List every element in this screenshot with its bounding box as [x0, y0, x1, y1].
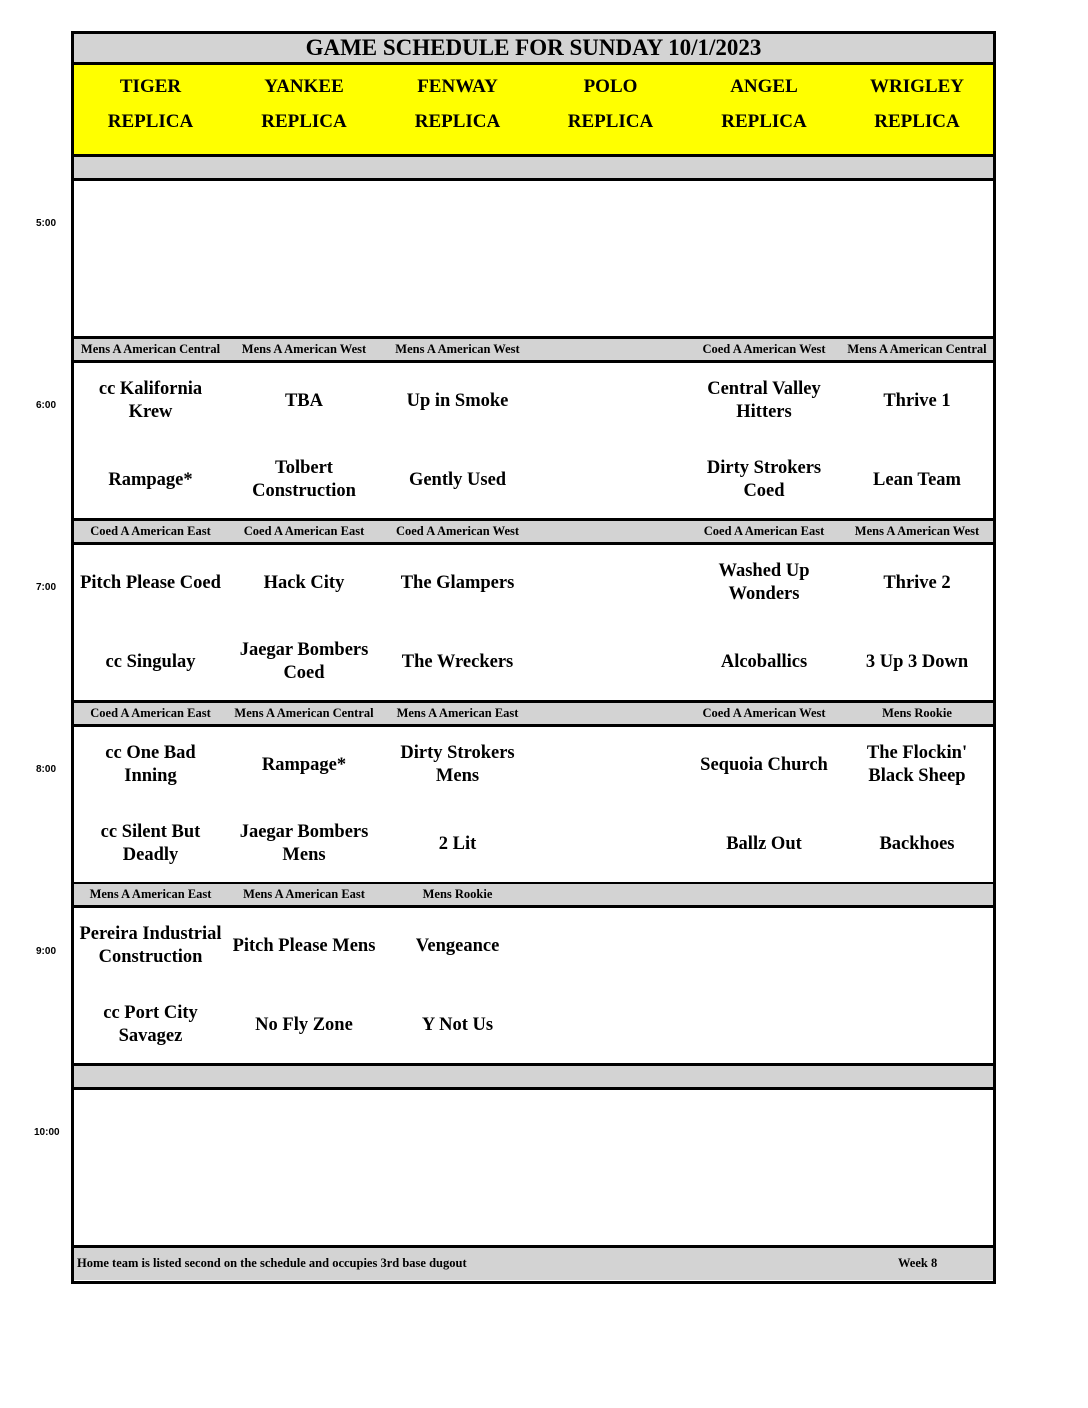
- division-label: Coed A American East: [227, 521, 384, 545]
- game-cell: [841, 545, 993, 703]
- game-cell: [534, 545, 690, 703]
- home-team: [534, 1181, 687, 1233]
- division-label: Coed A American East: [74, 521, 230, 545]
- division-label: [841, 1066, 993, 1090]
- away-team: Hack City: [263, 572, 345, 593]
- division-label: Coed A American East: [687, 521, 844, 545]
- time-label: 10:00: [34, 1127, 60, 1138]
- division-label: Mens A American East: [74, 884, 230, 908]
- division-label: Coed A American East: [74, 703, 230, 727]
- away-team: Rampage*: [261, 754, 347, 775]
- game-cell: [841, 727, 993, 885]
- division-label: [227, 157, 384, 181]
- away-team: TBA: [284, 390, 324, 411]
- away-team: Thrive 2: [883, 572, 951, 593]
- game-cell: [687, 908, 844, 1066]
- home-team: Jaegar Bombers Coed: [239, 640, 369, 683]
- away-team: Up in Smoke: [406, 390, 509, 411]
- field-header-0: [74, 65, 230, 157]
- away-team: [381, 193, 534, 245]
- away-team: [534, 375, 687, 427]
- home-team: [534, 454, 687, 506]
- game-cell: [534, 1090, 690, 1248]
- away-team: Pitch Please Mens: [232, 935, 376, 956]
- division-label: [687, 157, 844, 181]
- game-cell: [687, 1090, 844, 1248]
- home-team: [227, 1181, 381, 1233]
- time-label: 5:00: [36, 218, 57, 229]
- home-team: [534, 272, 687, 324]
- division-label: Mens Rookie: [841, 703, 993, 727]
- away-team: [534, 1102, 687, 1154]
- division-label: [74, 1066, 230, 1090]
- division-label: [381, 157, 537, 181]
- away-team: [534, 193, 687, 245]
- home-team: [687, 272, 841, 324]
- division-label: Coed A American West: [687, 339, 844, 363]
- game-cell: [841, 1090, 993, 1248]
- game-cell: [227, 1090, 384, 1248]
- time-label: 8:00: [36, 764, 57, 775]
- division-label: Coed A American West: [381, 521, 537, 545]
- game-cell: [687, 363, 844, 521]
- home-team: [687, 1181, 841, 1233]
- field-header-4: [687, 65, 844, 157]
- game-cell: [687, 727, 844, 885]
- away-team: The Glampers: [400, 572, 515, 593]
- game-cell: [687, 181, 844, 339]
- away-team: [534, 557, 687, 609]
- division-label: [841, 884, 993, 908]
- division-label: [687, 884, 844, 908]
- home-team: Alcoballics: [720, 651, 808, 672]
- footer-bar: [74, 1248, 993, 1280]
- home-team: Dirty Strokers Coed: [706, 458, 822, 501]
- away-team: [534, 739, 687, 791]
- away-team: [381, 1102, 534, 1154]
- division-label: Mens A American Central: [74, 339, 230, 363]
- field-subtitle: REPLICA: [414, 111, 501, 132]
- away-team: [227, 1102, 381, 1154]
- division-label: [74, 157, 230, 181]
- away-team: Dirty Strokers Mens: [400, 743, 515, 786]
- field-header-5: [841, 65, 993, 157]
- division-label: Mens A American Central: [227, 703, 384, 727]
- home-team: Tolbert Construction: [252, 458, 356, 501]
- game-cell: [841, 363, 993, 521]
- away-team: The Flockin' Black Sheep: [866, 743, 968, 786]
- week-label: Week 8: [898, 1256, 938, 1270]
- home-team: 2 Lit: [438, 833, 477, 854]
- away-team: [74, 1102, 227, 1154]
- schedule-sheet: [71, 31, 996, 1284]
- home-team: Lean Team: [873, 469, 961, 490]
- away-team: Washed Up Wonders: [718, 561, 810, 604]
- home-team: [74, 272, 227, 324]
- home-team: cc Singulay: [105, 651, 196, 672]
- field-name: FENWAY: [417, 76, 498, 97]
- time-label: 7:00: [36, 582, 57, 593]
- game-cell: [227, 908, 384, 1066]
- game-cell: [381, 727, 537, 885]
- game-cell: [381, 1090, 537, 1248]
- game-cell: [227, 727, 384, 885]
- game-cell: [381, 363, 537, 521]
- page-title: GAME SCHEDULE FOR SUNDAY 10/1/2023: [74, 34, 993, 65]
- division-label: [534, 157, 690, 181]
- division-label: [381, 1066, 537, 1090]
- home-team: [841, 272, 993, 324]
- game-cell: [227, 545, 384, 703]
- division-label: Coed A American West: [687, 703, 844, 727]
- game-cell: [74, 727, 230, 885]
- home-team: Backhoes: [879, 833, 955, 854]
- home-team: Y Not Us: [421, 1014, 494, 1035]
- home-team: [534, 818, 687, 870]
- away-team: [687, 193, 841, 245]
- away-team: [687, 920, 841, 972]
- away-team: Vengeance: [415, 935, 500, 956]
- field-name: WRIGLEY: [870, 76, 964, 97]
- game-cell: [687, 545, 844, 703]
- away-team: [841, 193, 993, 245]
- field-name: TIGER: [119, 76, 182, 97]
- away-team: [687, 1102, 841, 1154]
- home-team: Rampage*: [108, 469, 193, 490]
- away-team: Central Valley Hitters: [707, 379, 821, 422]
- away-team: [227, 193, 381, 245]
- away-team: [841, 920, 993, 972]
- field-name: ANGEL: [730, 76, 798, 97]
- away-team: [534, 920, 687, 972]
- away-team: [841, 1102, 993, 1154]
- division-label: [534, 1066, 690, 1090]
- home-team: [534, 636, 687, 688]
- division-label: [534, 703, 690, 727]
- game-cell: [74, 1090, 230, 1248]
- game-cell: [381, 545, 537, 703]
- division-label: Mens A American East: [381, 703, 537, 727]
- field-name: POLO: [583, 76, 638, 97]
- home-team: [381, 272, 534, 324]
- home-team: [534, 999, 687, 1051]
- home-team: No Fly Zone: [255, 1014, 353, 1035]
- division-label: [534, 884, 690, 908]
- division-label: [534, 521, 690, 545]
- field-subtitle: REPLICA: [721, 111, 807, 132]
- field-header-1: [227, 65, 384, 157]
- time-label: 9:00: [36, 946, 57, 957]
- home-team: Ballz Out: [726, 833, 802, 854]
- field-subtitle: REPLICA: [567, 111, 654, 132]
- time-label: 6:00: [36, 400, 57, 411]
- home-team: Jaegar Bombers Mens: [239, 822, 369, 865]
- field-subtitle: REPLICA: [261, 111, 347, 132]
- away-team: Pereira Industrial Construction: [79, 924, 222, 967]
- division-label: Mens A American Central: [841, 339, 993, 363]
- game-cell: [381, 908, 537, 1066]
- game-cell: [227, 363, 384, 521]
- game-cell: [381, 181, 537, 339]
- division-label: Mens A American West: [381, 339, 537, 363]
- home-team: Gently Used: [408, 469, 507, 490]
- game-cell: [74, 181, 230, 339]
- game-cell: [841, 181, 993, 339]
- division-label: Mens Rookie: [381, 884, 537, 908]
- away-team: Thrive 1: [883, 390, 951, 411]
- away-team: cc Kalifornia Krew: [98, 379, 203, 422]
- field-subtitle: REPLICA: [107, 111, 194, 132]
- field-name: YANKEE: [264, 76, 344, 97]
- division-label: Mens A American East: [227, 884, 384, 908]
- game-cell: [841, 908, 993, 1066]
- home-team: cc Port City Savagez: [103, 1003, 198, 1046]
- game-cell: [74, 908, 230, 1066]
- field-subtitle: REPLICA: [874, 111, 960, 132]
- game-cell: [227, 181, 384, 339]
- game-cell: [534, 181, 690, 339]
- home-team: [74, 1181, 227, 1233]
- game-cell: [534, 727, 690, 885]
- game-cell: [74, 363, 230, 521]
- home-team: cc Silent But Deadly: [100, 822, 201, 865]
- home-team: [227, 272, 381, 324]
- away-team: [74, 193, 227, 245]
- division-label: Mens A American West: [227, 339, 384, 363]
- division-label: [534, 339, 690, 363]
- game-cell: [534, 908, 690, 1066]
- game-cell: [534, 363, 690, 521]
- away-team: Pitch Please Coed: [80, 572, 221, 593]
- home-team: [841, 1181, 993, 1233]
- away-team: Sequoia Church: [700, 754, 828, 775]
- division-label: Mens A American West: [841, 521, 993, 545]
- field-header-2: [381, 65, 537, 157]
- away-team: cc One Bad Inning: [105, 743, 196, 786]
- footer-note: Home team is listed second on the schedule and occupies 3rd base dugout: [77, 1256, 467, 1270]
- game-cell: [74, 545, 230, 703]
- division-label: [227, 1066, 384, 1090]
- division-label: [841, 157, 993, 181]
- home-team: [841, 999, 993, 1051]
- home-team: 3 Up 3 Down: [865, 651, 969, 672]
- home-team: The Wreckers: [401, 651, 514, 672]
- home-team: [687, 999, 841, 1051]
- division-label: [687, 1066, 844, 1090]
- home-team: [381, 1181, 534, 1233]
- field-header-3: [534, 65, 690, 157]
